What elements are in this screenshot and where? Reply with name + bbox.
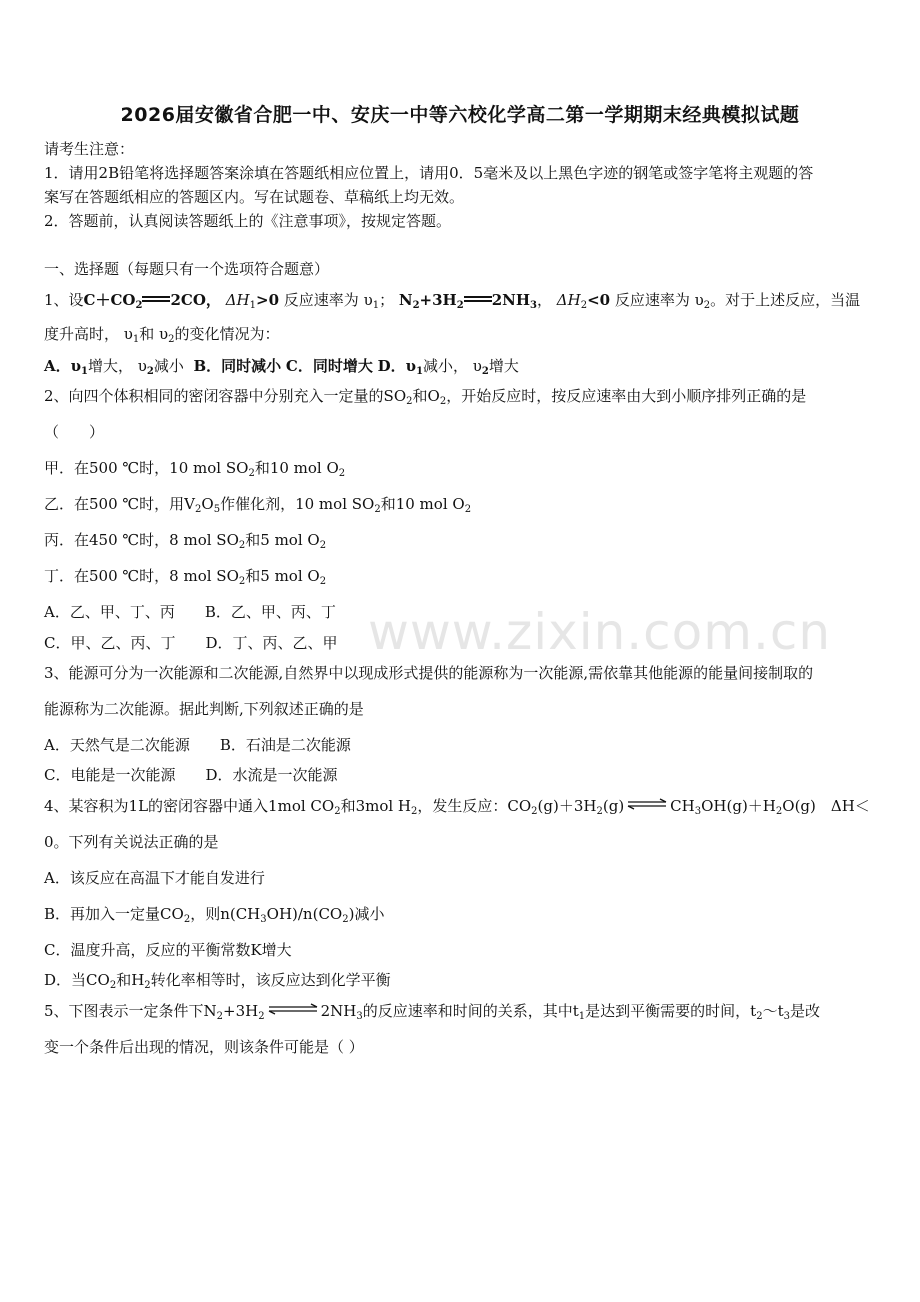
notice-line-3: 2．答题前，认真阅读答题纸上的《注意事项》，按规定答题。	[44, 212, 452, 230]
option-b: B．石油是二次能源	[219, 736, 351, 754]
equals-sign-icon	[142, 295, 170, 303]
question-1-line-2: 度升高时， $\upsilon_1$和 $\upsilon_2$的变化情况为：	[44, 325, 280, 345]
question-2-options-cd	[44, 633, 338, 653]
equals-sign-icon	[464, 295, 492, 303]
question-3-options-ab	[44, 735, 351, 755]
question-2-bing: 丙．在450 ℃时，8 mol $SO_2$和5 mol $O_2$	[44, 531, 327, 551]
question-2-yi: 乙．在500 ℃时，用$V_2O_5$作催化剂，10 mol $SO_2$和10 mol $O_2$	[44, 495, 472, 515]
section-heading: 一、选择题（每题只有一个选项符合题意）	[44, 260, 330, 278]
option-d: D．$\upsilon_1$减小， $\upsilon_2$增大	[377, 357, 519, 377]
notice-heading: 请考生注意：	[44, 140, 135, 158]
question-2-ding: 丁．在500 ℃时，8 mol $SO_2$和5 mol $O_2$	[44, 567, 327, 587]
question-3-line-1: 3、能源可分为一次能源和二次能源,自然界中以现成形式提供的能源称为一次能源,需依靠其他能源的能量间接制取的	[44, 664, 814, 682]
question-1-options	[44, 356, 519, 382]
question-2-jia: 甲．在500 ℃时，10 mol $SO_2$和10 mol $O_2$	[44, 459, 346, 479]
option-d: D．丁、丙、乙、甲	[205, 634, 338, 652]
option-b: B．同时减小	[193, 357, 282, 375]
option-c: C．电能是一次能源	[44, 766, 176, 784]
question-4-option-a: A．该反应在高温下才能自发进行	[44, 869, 265, 887]
question-4-option-b: B．再加入一定量$CO_2$，则$n(CH_3OH)/n(CO_2)$减小	[44, 905, 385, 925]
question-4-line-1: 4、某容积为1L的密闭容器中通入1mol $CO_2$和3mol $H_2$，发生反应：$CO_2(g)+3H_2(g)$ $CH_3OH(g)+H_2O(g)$ ΔH＜	[44, 797, 870, 817]
notice-line-2: 案写在答题纸相应的答题区内。写在试题卷、草稿纸上均无效。	[44, 188, 465, 206]
question-4-option-d: D．当$CO_2$和$H_2$转化率相等时，该反应达到化学平衡	[44, 971, 391, 991]
question-4-line-2: 0。下列有关说法正确的是	[44, 833, 219, 851]
option-a: A．乙、甲、丁、丙	[44, 603, 175, 621]
watermark: www.zixin.com.cn	[368, 603, 832, 661]
option-b: B．乙、甲、丙、丁	[204, 603, 336, 621]
question-4-option-c: C．温度升高，反应的平衡常数K增大	[44, 941, 292, 959]
option-a: A．天然气是二次能源	[44, 736, 190, 754]
question-3-options-cd	[44, 765, 338, 785]
question-3-line-2: 能源称为二次能源。据此判断,下列叙述正确的是	[44, 700, 364, 718]
question-2-bracket: （ ）	[44, 423, 105, 441]
question-5-line-2: 变一个条件后出现的情况，则该条件可能是（ ）	[44, 1038, 364, 1056]
option-c: C．同时增大	[285, 357, 373, 375]
reversible-arrow-icon	[267, 1003, 319, 1015]
option-c: C．甲、乙、丙、丁	[44, 634, 176, 652]
page-title: 2026届安徽省合肥一中、安庆一中等六校化学高二第一学期期末经典模拟试题	[120, 104, 800, 126]
question-1-line-1: 1、设$C+CO_2$ 2CO， $\Delta H_1>0$ 反应速率为 $\upsilon_1$； $N_2+3H_2$ $2NH_3$， $\Delta H_2<0$ 反应速率为 $\upsilon_2$。对于上述反应，当温	[44, 291, 861, 311]
option-a: A．$\upsilon_1$增大， $\upsilon_2$减小	[44, 357, 184, 377]
question-5-line-1: 5、下图表示一定条件下$N_2+3H_2$ $2NH_3$的反应速率和时间的关系，其中$t_1$是达到平衡需要的时间，$t_2\sim t_3$是改	[44, 1002, 820, 1022]
reversible-arrow-icon	[626, 798, 668, 810]
question-2-options-ab	[44, 602, 336, 622]
question-2-line-1: 2、向四个体积相同的密闭容器中分别充入一定量的$SO_2$和$O_2$，开始反应时，按反应速率由大到小顺序排列正确的是	[44, 387, 807, 407]
option-d: D．水流是一次能源	[205, 766, 338, 784]
notice-line-1: 1．请用2B铅笔将选择题答案涂填在答题纸相应位置上，请用0．5毫米及以上黑色字迹的钢笔或签字笔将主观题的答	[44, 164, 814, 182]
